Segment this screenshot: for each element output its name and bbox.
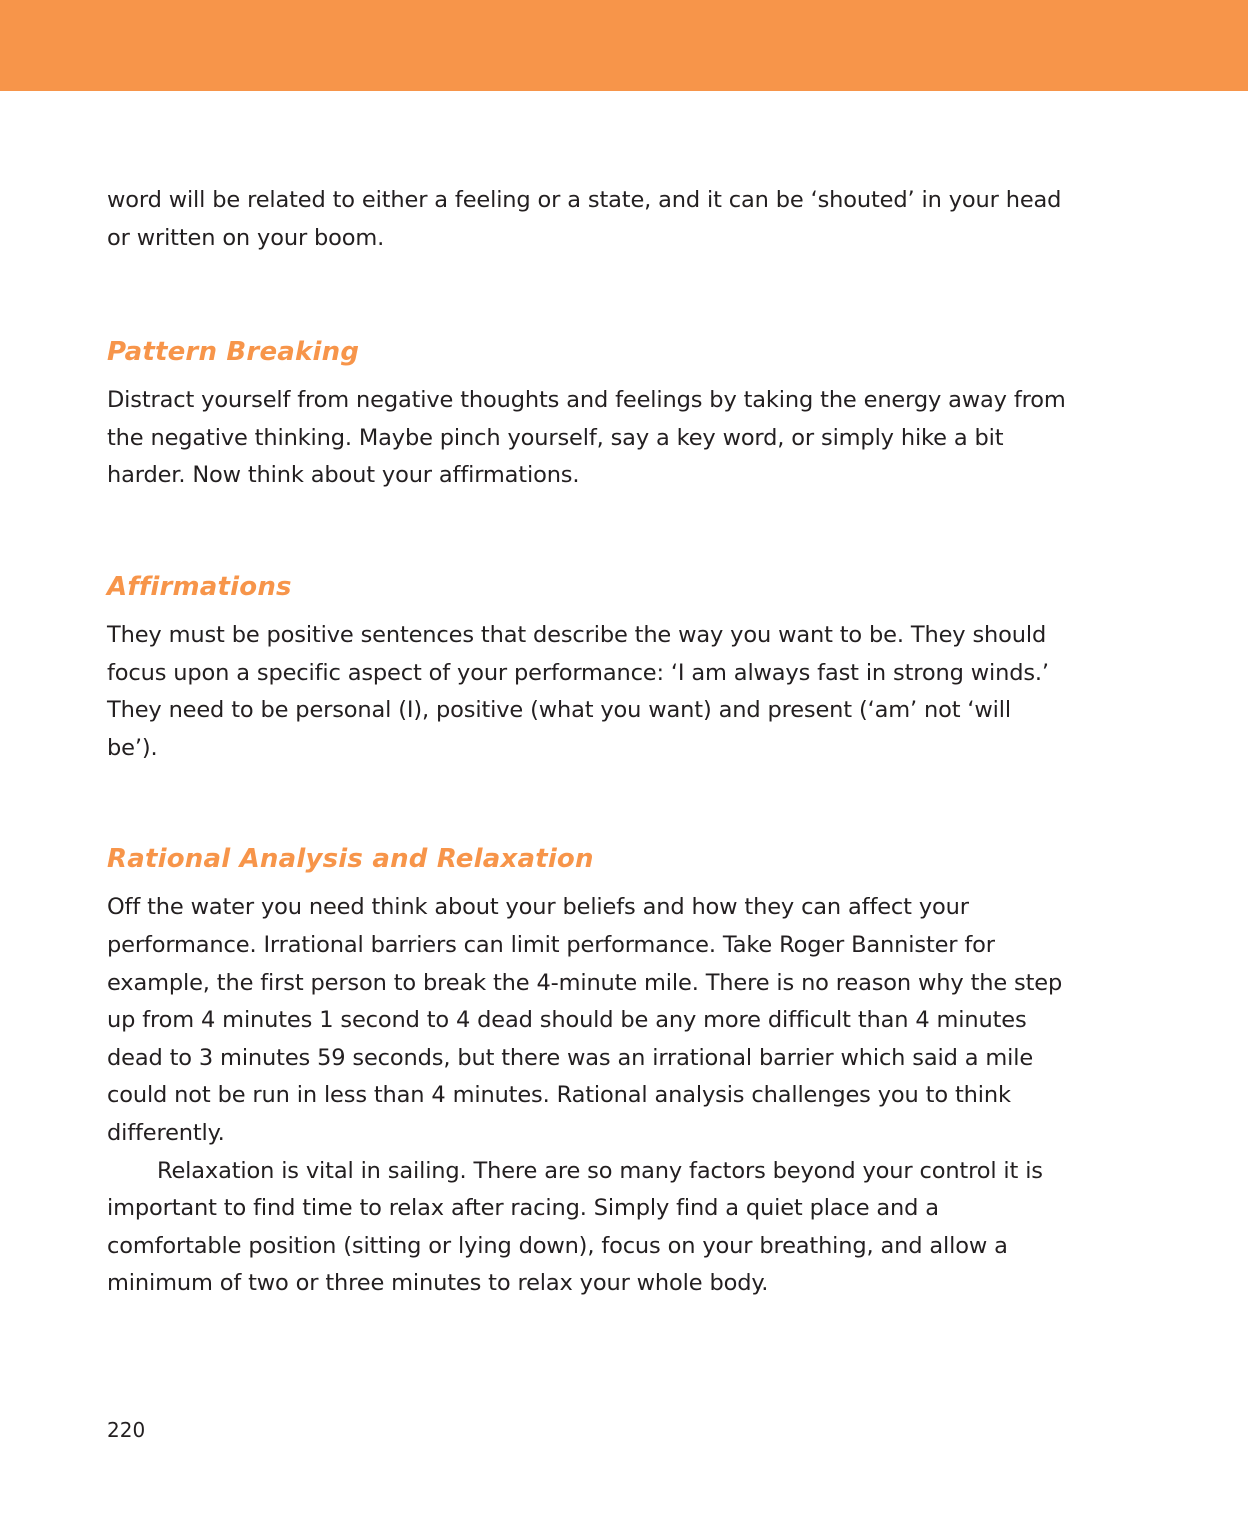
section-rational-analysis: [107, 839, 1067, 1303]
section-heading: Affirmations: [107, 571, 292, 602]
page-number: 220: [107, 1418, 146, 1442]
section-pattern-breaking: [107, 332, 1067, 495]
section-paragraph: Off the water you need think about your beliefs and how they can affect your performance. Irrational barriers can limit performance. Take Roger Bannister for example, the first person to break the 4-minute mile. There is no reason why the step up from 4 minutes 1 second to 4 dead should be any more difficult than 4 minutes dead to 3 minutes 59 seconds, but there was an irrational barrier which said a mile could not be run in less than 4 minutes. Rational analysis challenges you to think differently.: [107, 894, 1063, 1146]
page-body: [107, 182, 1067, 1375]
section-heading: Pattern Breaking: [107, 337, 360, 368]
section-paragraph: They must be positive sentences that describe the way you want to be. They should focus upon a specific aspect of your performance: ‘I am always fast in strong winds.’ They need to be personal (I), positive (what you want) and present (‘am’ not ‘will be’).: [107, 621, 1049, 761]
section-heading: Rational Analysis and Relaxation: [107, 844, 594, 875]
header-color-band: [0, 0, 1248, 91]
intro-paragraph: word will be related to either a feeling or a state, and it can be ‘shouted’ in your head or written on your boom.: [107, 187, 1062, 251]
section-affirmations: [107, 567, 1067, 767]
section-paragraph: Distract yourself from negative thoughts and feelings by taking the energy away from the negative thinking. Maybe pinch yourself, say a key word, or simply hike a bit harder. Now think about your affirmations.: [107, 387, 1066, 489]
section-paragraph-indented: Relaxation is vital in sailing. There are so many factors beyond your control it is important to find time to relax after racing. Simply find a quiet place and a comfortable position (sitting or lying down), focus on your breathing, and allow a minimum of two or three minutes to relax your whole body.: [107, 1157, 1043, 1297]
